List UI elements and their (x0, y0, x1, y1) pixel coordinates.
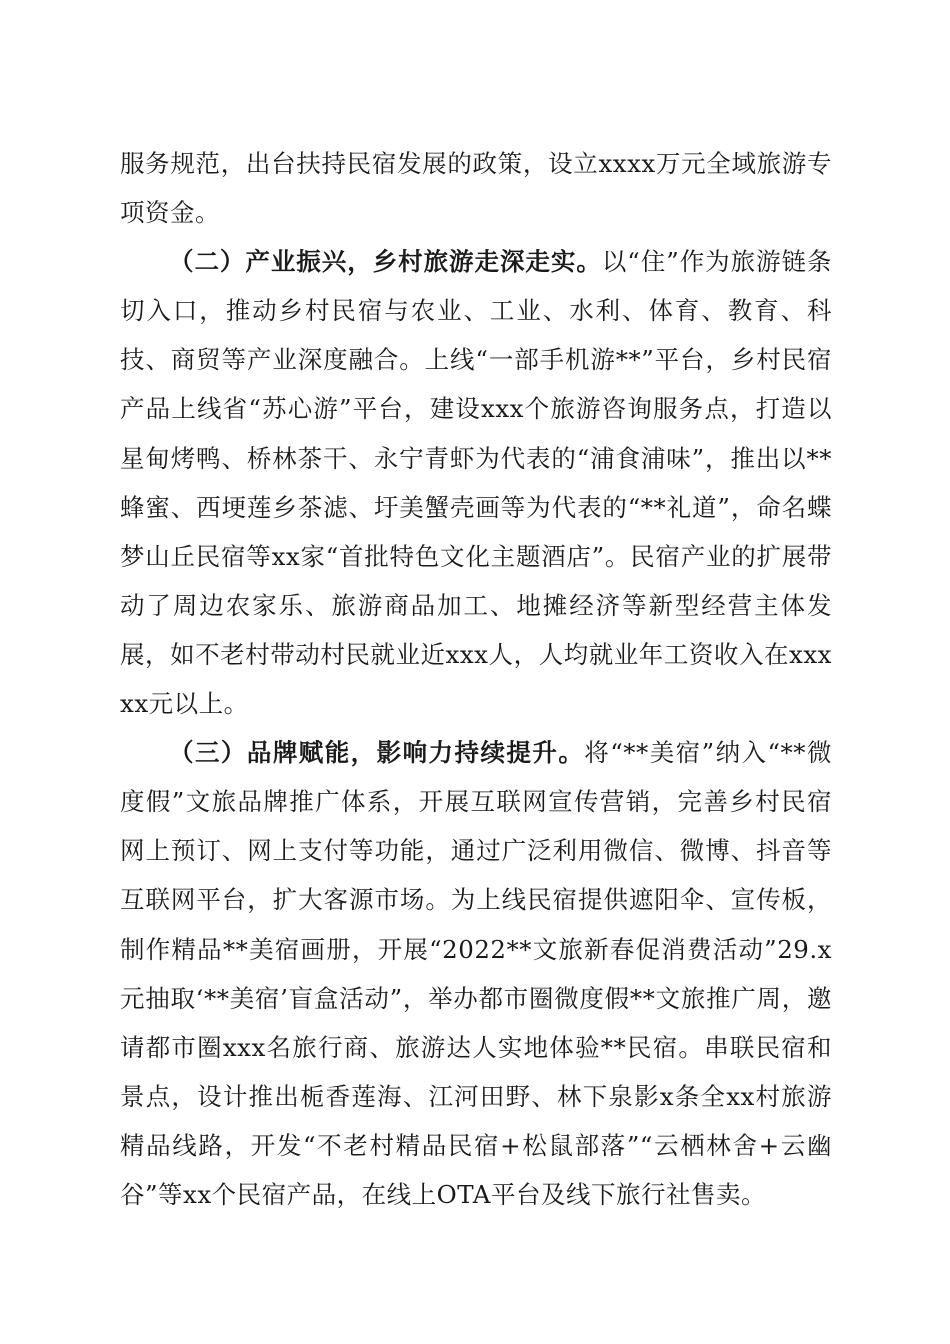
paragraph-body: 以“住”作为旅游链条切入口，推动乡村民宿与农业、工业、水利、体育、教育、科技、商贸等产业深度融合。上线“一部手机游**”平台，乡村民宿产品上线省“苏心游”平台，建设xxx个旅游咨询服务点，打造以星甸烤鸭、桥林茶干、永宁青虾为代表的“浦食浦味”，推出以**蜂蜜、西埂莲乡茶滤、圩美蟹壳画等为代表的“**礼道”，命名蝶梦山丘民宿等xx家“首批特色文化主题酒店”。民宿产业的扩展带动了周边农家乐、旅游商品加工、地摊经济等新型经营主体发展，如不老村带动村民就业近xxx人，人均就业年工资收入在xxxxx元以上。 (120, 247, 832, 719)
paragraph-heading: （二）产业振兴，乡村旅游走深走实。 (169, 247, 602, 277)
paragraph-body: 服务规范，出台扶持民宿发展的政策，设立xxxx万元全域旅游专项资金。 (120, 149, 832, 228)
paragraph-industry-revitalization (120, 237, 832, 728)
paragraph-continuation (120, 139, 832, 237)
paragraph-heading: （三）品牌赋能，影响力持续提升。 (169, 738, 585, 768)
paragraph-body: 将“**美宿”纳入“**微度假”文旅品牌推广体系，开展互联网宣传营销，完善乡村民宿网上预订、网上支付等功能，通过广泛利用微信、微博、抖音等互联网平台，扩大客源市场。为上线民宿提供遮阳伞、宣传板，制作精品**美宿画册，开展“2022**文旅新春促消费活动”29.x元抽取‘**美宿’盲盒活动”，举办都市圈微度假**文旅推广周，邀请都市圈xxx名旅行商、旅游达人实地体验**民宿。串联民宿和景点，设计推出栀香莲海、江河田野、林下泉影x条全xx村旅游精品线路，开发“不老村精品民宿+松鼠部落”“云栖林舍+云幽谷”等xx个民宿产品，在线上OTA平台及线下旅行社售卖。 (120, 738, 832, 1209)
document-body (120, 139, 832, 1219)
paragraph-brand-empowerment (120, 728, 832, 1219)
